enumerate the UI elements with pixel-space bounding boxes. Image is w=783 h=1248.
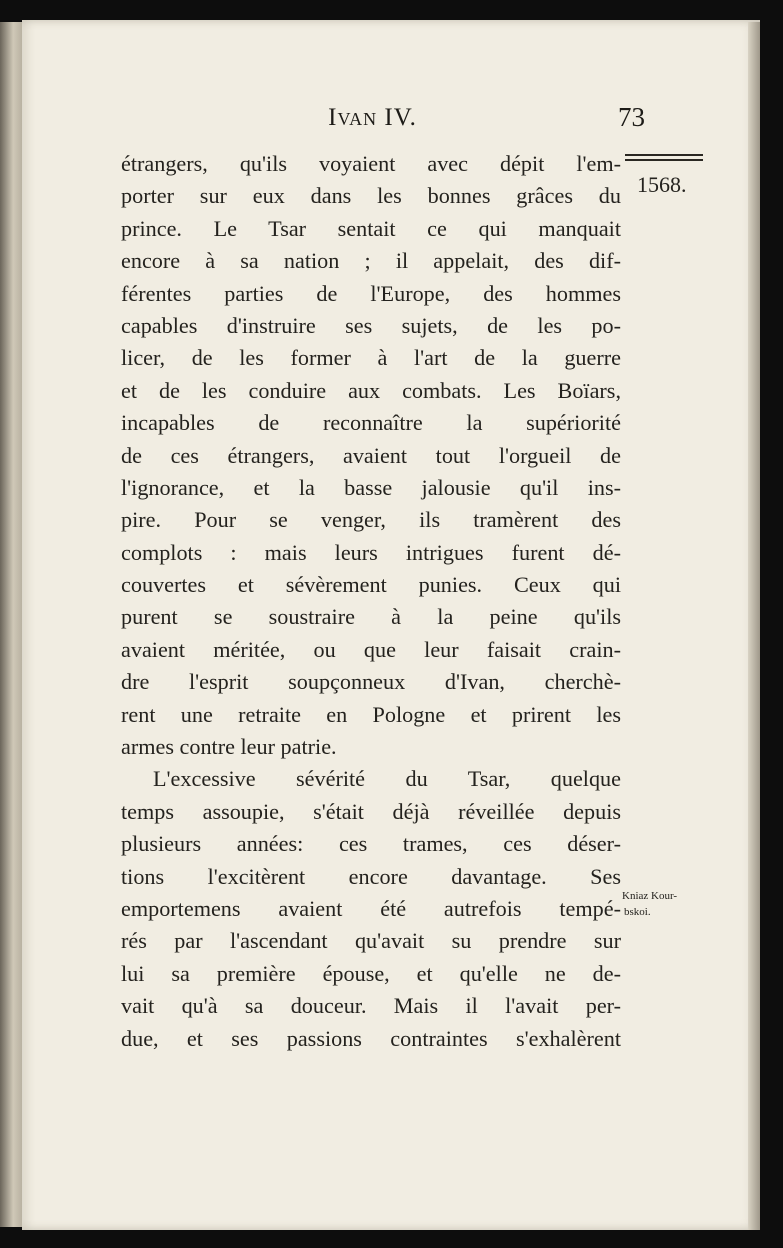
text-line: capables d'instruire ses sujets, de les po- — [121, 312, 621, 338]
text-line: couvertes et sévèrement punies. Ceux qui — [121, 572, 621, 598]
text-line: complots : mais leurs intrigues furent dé- — [121, 539, 621, 565]
text-line: encore à sa nation ; il appelait, des dif- — [121, 248, 621, 274]
text-line: lui sa première épouse, et qu'elle ne de- — [121, 960, 621, 986]
margin-note — [622, 888, 722, 920]
text-line: emportemens avaient été autrefois tempé- — [121, 895, 621, 921]
text-line: de ces étrangers, avaient tout l'orgueil de — [121, 442, 621, 468]
page-number: 73 — [618, 102, 645, 132]
body-text — [121, 148, 621, 1055]
running-head: Ivan IV. — [328, 104, 417, 131]
page-edge-shadow — [748, 22, 760, 1230]
text-line: rent une retraite en Pologne et prirent les — [121, 701, 621, 727]
text-line: vait qu'à sa douceur. Mais il l'avait per- — [121, 993, 621, 1019]
margin-year: 1568. — [637, 172, 687, 197]
margin-double-rule — [625, 154, 703, 163]
text-line: et de les conduire aux combats. Les Boïars, — [121, 377, 621, 403]
text-line: rés par l'ascendant qu'avait su prendre sur — [121, 928, 621, 954]
text-line: due, et ses passions contraintes s'exhalèrent — [121, 1025, 621, 1051]
text-line: L'excessive sévérité du Tsar, quelque — [153, 766, 621, 792]
text-line: tions l'excitèrent encore davantage. Ses — [121, 863, 621, 889]
text-line: porter sur eux dans les bonnes grâces du — [121, 183, 621, 209]
text-line: prince. Le Tsar sentait ce qui manquait — [121, 215, 621, 241]
text-line: armes contre leur patrie. — [121, 734, 337, 760]
text-line: licer, de les former à l'art de la guerre — [121, 345, 621, 371]
margin-note-line: Kniaz Kour- — [622, 890, 678, 902]
text-line: incapables de reconnaître la supériorité — [121, 410, 621, 436]
text-line: étrangers, qu'ils voyaient avec dépit l'em- — [121, 151, 621, 176]
text-line: avaient méritée, ou que leur faisait crain- — [121, 636, 621, 662]
text-line: plusieurs années: ces trames, ces déser- — [121, 831, 621, 857]
margin-note-line: bskoi. — [624, 906, 651, 918]
text-line: purent se soustraire à la peine qu'ils — [121, 604, 621, 630]
left-page-edge — [0, 22, 22, 1227]
page-header — [100, 104, 645, 140]
text-line: pire. Pour se venger, ils tramèrent des — [121, 507, 621, 533]
text-line: l'ignorance, et la basse jalousie qu'il ins- — [121, 474, 621, 500]
text-line: dre l'esprit soupçonneux d'Ivan, cherchè- — [121, 669, 621, 695]
text-line: férentes parties de l'Europe, des hommes — [121, 280, 621, 306]
text-line: temps assoupie, s'était déjà réveillée depuis — [121, 798, 621, 824]
